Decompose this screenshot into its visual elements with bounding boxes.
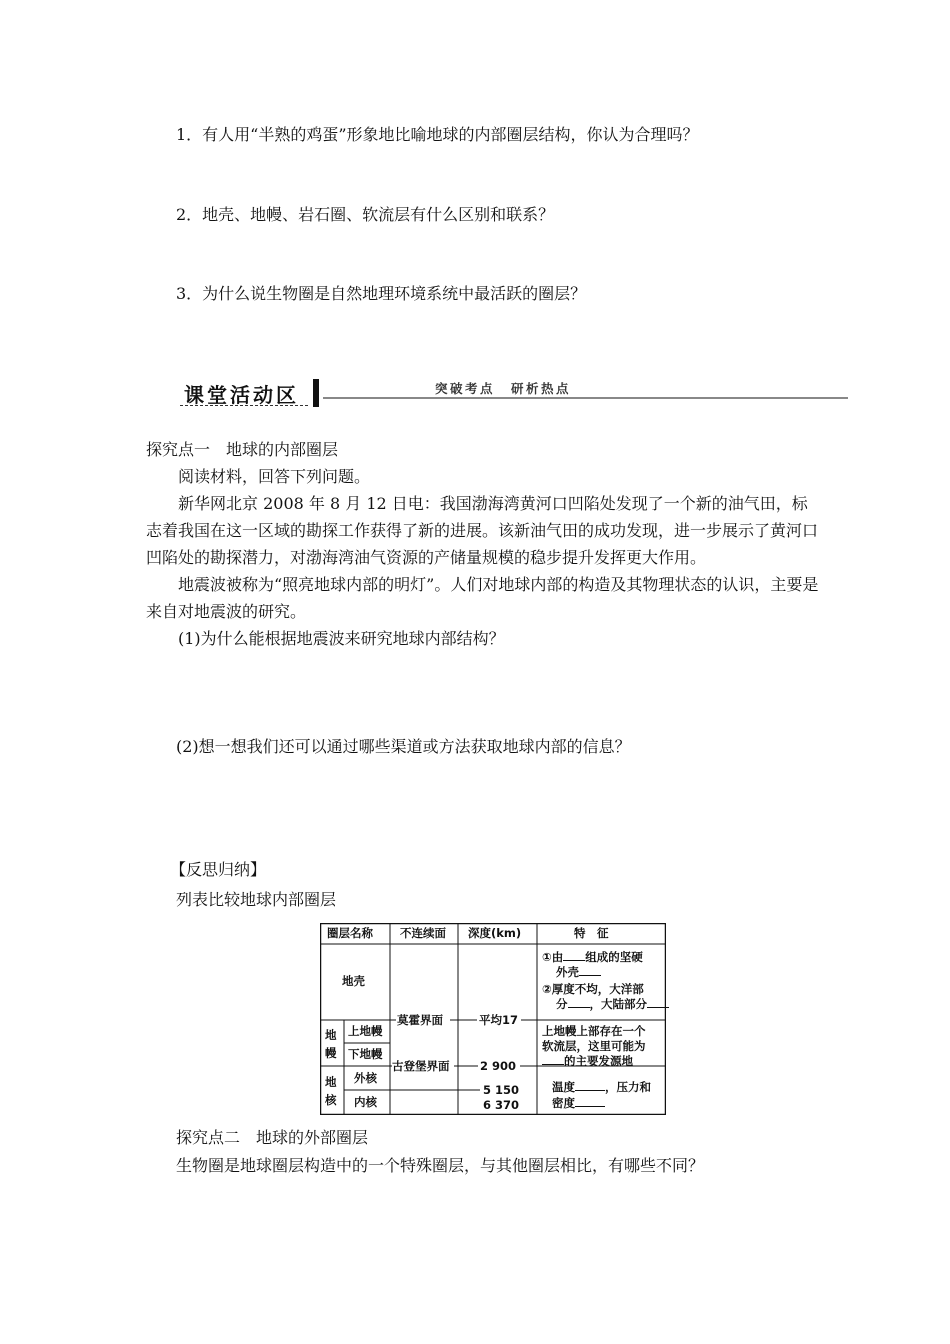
section-2-question: 生物圈是地球圈层构造中的一个特殊圈层，与其他圈层相比，有哪些不同？ [176, 1156, 705, 1175]
sub-question-2: (2)想一想我们还可以通过哪些渠道或方法获取地球内部的信息？ [176, 737, 631, 756]
banner-underline [180, 405, 308, 406]
cell-depth-avg: 平均17 [479, 1013, 519, 1027]
material-paragraph-2: 地震波被称为“照亮地球内部的明灯”。人们对地球内部的构造及其物理状态的认识，主要是来自对地震波的研究。 [146, 575, 819, 621]
section-1-heading: 探究点一 地球的内部圈层 [146, 440, 339, 459]
cell-gutenberg: 古登堡界面 [392, 1059, 450, 1073]
crust-feature-1-cont: 外壳 [556, 965, 601, 980]
header-depth: 深度(km) [468, 926, 522, 940]
cell-depth-2900: 2 900 [480, 1059, 517, 1073]
table-caption: 列表比较地球内部圈层 [176, 890, 337, 909]
header-layer-name: 圈层名称 [327, 926, 373, 940]
header-feature: 特 征 [574, 926, 609, 940]
section-1 [146, 436, 821, 652]
cell-inner-core: 内核 [354, 1095, 377, 1109]
layers-table [320, 923, 666, 1115]
mantle-feature-2: 软流层，这里可能为 [542, 1039, 646, 1053]
core-feature-1: 温度 ，压力和 [552, 1080, 651, 1094]
material-paragraph-1: 新华网北京 2008 年 8 月 12 日电：我国渤海湾黄河口凹陷处发现了一个新的油气田，标志着我国在这一区域的勘探工作获得了新的进展。该新油气田的成功发现，进一步展示了黄河口凹陷处的勘探潜力，对渤海湾油气资源的产储量规模的稳步提升发挥更大作用。 [146, 494, 819, 567]
question-2: 2．地壳、地幔、岩石圈、软流层有什么区别和联系？ [176, 205, 555, 224]
banner-bar [313, 379, 319, 407]
mantle-feature-1: 上地幔上部存在一个 [542, 1024, 646, 1038]
question-1: 1．有人用“半熟的鸡蛋”形象地比喻地球的内部圈层结构，你认为合理吗？ [176, 125, 699, 144]
cell-mantle: 地幔 [325, 1028, 337, 1060]
cell-depth-5150: 5 150 [483, 1083, 520, 1097]
header-discontinuity: 不连续面 [400, 926, 446, 940]
crust-feature-2: ②厚度不均，大洋部 [542, 982, 644, 996]
cell-depth-6370: 6 370 [483, 1098, 520, 1112]
cell-core: 地核 [325, 1075, 337, 1107]
cell-outer-core: 外核 [354, 1071, 377, 1085]
section-banner [180, 375, 848, 411]
cell-moho: 莫霍界面 [397, 1013, 443, 1027]
banner-subtitle-1: 突破考点 [435, 381, 496, 396]
mantle-feature-3: 的主要发源地 [542, 1054, 633, 1069]
core-feature-2: 密度 [552, 1096, 605, 1111]
section-2-heading: 探究点二 地球的外部圈层 [176, 1128, 369, 1147]
banner-subtitle-2: 研析热点 [511, 381, 572, 396]
banner-subtitle [435, 379, 587, 397]
banner-title: 课堂活动区 [184, 383, 299, 407]
summary-heading: 【反思归纳】 [170, 860, 267, 879]
sub-question-1: (1)为什么能根据地震波来研究地球内部结构？ [178, 629, 505, 648]
banner-rule [323, 397, 848, 399]
section-1-intro: 阅读材料，回答下列问题。 [178, 467, 371, 486]
cell-upper-mantle: 上地幔 [348, 1024, 383, 1038]
crust-feature-2-cont: 分 ，大陆部分 [556, 997, 669, 1012]
crust-feature-1: ①由 组成的坚硬 [542, 950, 643, 964]
cell-crust: 地壳 [342, 974, 365, 988]
question-3: 3．为什么说生物圈是自然地理环境系统中最活跃的圈层？ [176, 284, 587, 303]
cell-lower-mantle: 下地幔 [348, 1047, 383, 1061]
